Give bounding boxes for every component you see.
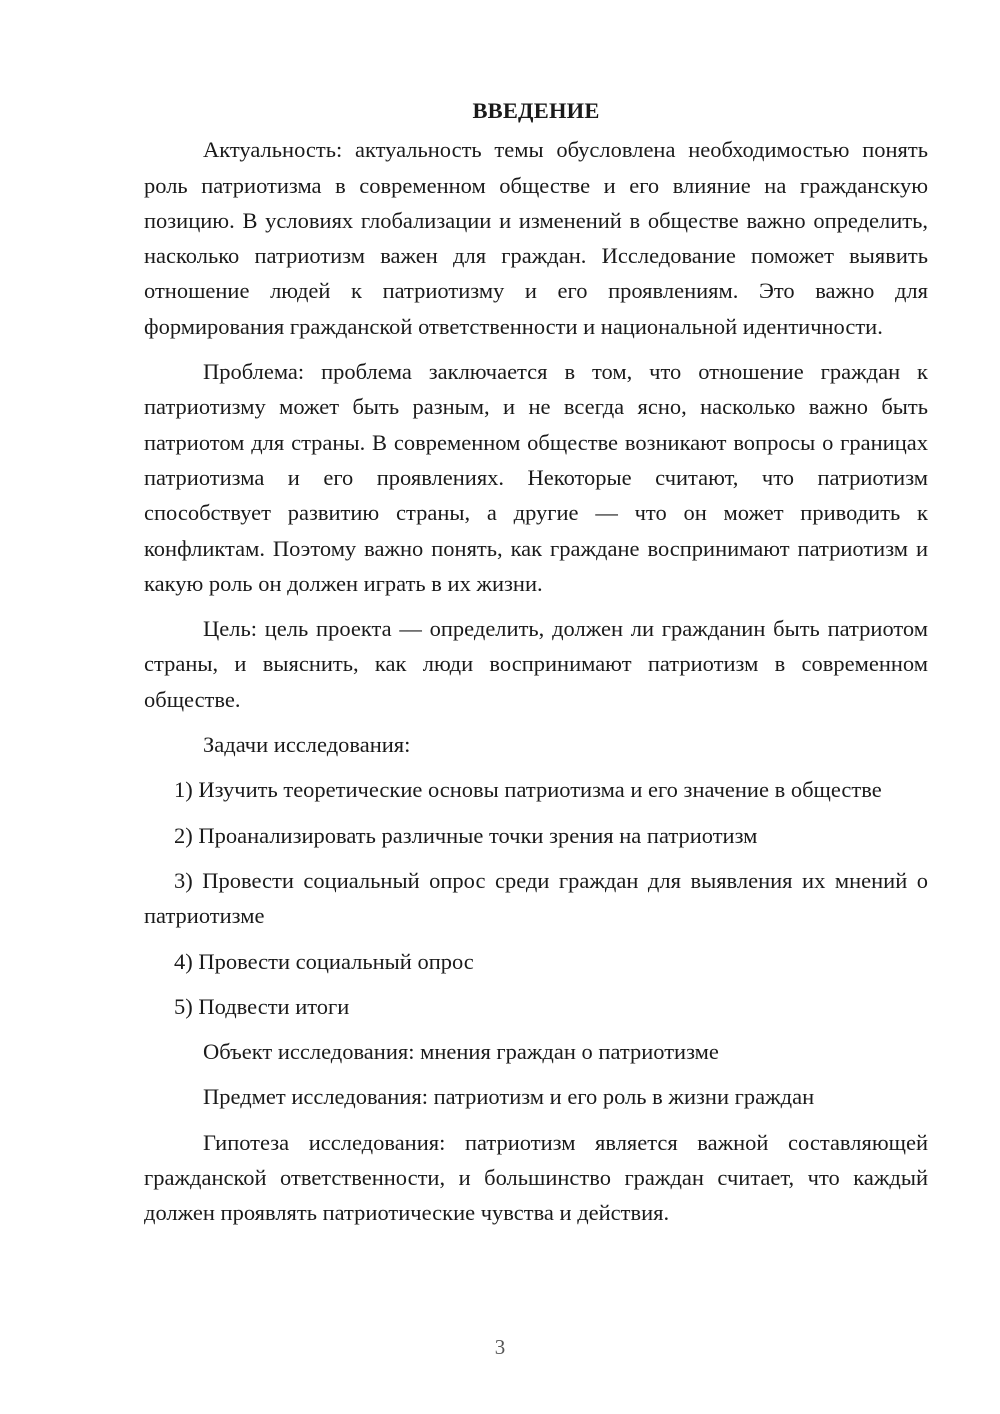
task-item-3: 3) Провести социальный опрос среди граждан для выявления их мнений о патриотизме xyxy=(144,867,928,929)
hypothesis-paragraph: Гипотеза исследования: патриотизм является важной составляющей гражданской ответственности, и большинство граждан считает, что каждый должен проявлять патриотические чувства и действия. xyxy=(144,1129,928,1226)
problem-paragraph: Проблема: проблема заключается в том, что отношение граждан к патриотизму может быть разным, и не всегда ясно, насколько важно быть патриотом для страны. В современном обществе возникают вопросы о границах патриотизма и его проявлениях. Некоторые считают, что патриотизм способствует развитию страны, а другие — что он может приводить к конфликтам. Поэтому важно понять, как граждане воспринимают патриотизм и какую роль он должен играть в их жизни. xyxy=(144,359,928,596)
task-item-1: 1) Изучить теоретические основы патриотизма и его значение в обществе xyxy=(174,777,882,803)
page-content xyxy=(144,93,928,1231)
research-subject-paragraph: Предмет исследования: патриотизм и его роль в жизни граждан xyxy=(203,1084,815,1110)
relevance-paragraph: Актуальность: актуальность темы обусловлена необходимостью понять роль патриотизма в современном обществе и его влияние на гражданскую позицию. В условиях глобализации и изменений в обществе важно определить, насколько патриотизм важен для граждан. Исследование поможет выявить отношение людей к патриотизму и его проявлениям. Это важно для формирования гражданской ответственности и национальной идентичности. xyxy=(144,137,928,339)
task-item-4: 4) Провести социальный опрос xyxy=(174,948,474,974)
task-item-5: 5) Подвести итоги xyxy=(174,993,350,1019)
task-item-2: 2) Проанализировать различные точки зрения на патриотизм xyxy=(174,822,758,848)
research-object-paragraph: Объект исследования: мнения граждан о патриотизме xyxy=(203,1039,719,1065)
goal-paragraph: Цель: цель проекта — определить, должен ли гражданин быть патриотом страны, и выяснить, как люди воспринимают патриотизм в современном обществе. xyxy=(144,616,928,712)
page-number: 3 xyxy=(494,1335,506,1359)
page-title: ВВЕДЕНИЕ xyxy=(472,98,600,123)
tasks-heading: Задачи исследования: xyxy=(203,732,411,758)
